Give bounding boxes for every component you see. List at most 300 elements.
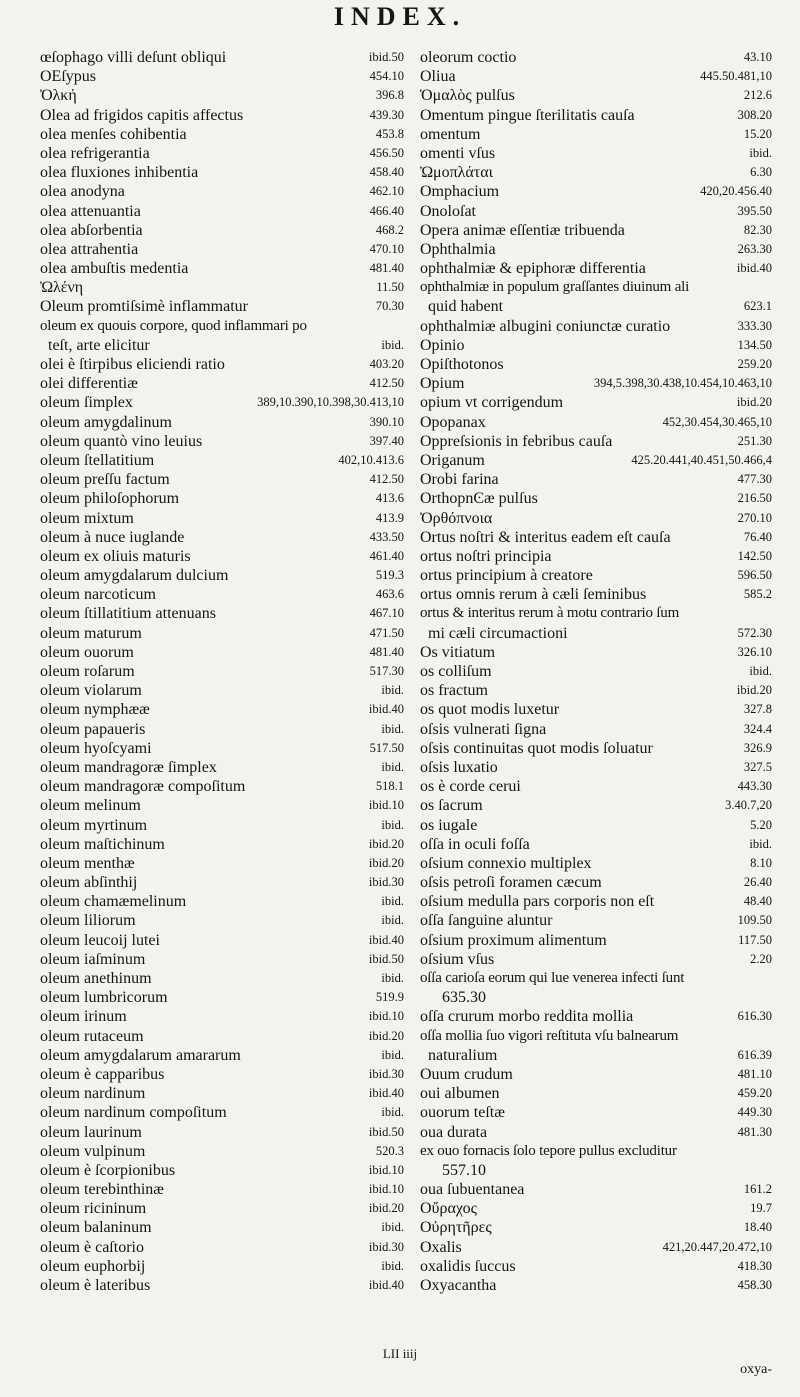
index-entry: [420, 413, 772, 432]
entry-term: Οὔραχος: [420, 1200, 477, 1218]
entry-pages: ibid.40: [368, 1086, 404, 1101]
index-entry: [40, 739, 404, 758]
index-entry: [40, 643, 404, 662]
entry-term: oleum ex oliuis maturis: [40, 547, 191, 565]
entry-term: Omentum pingue ſterilitatis cauſa: [420, 106, 635, 124]
entry-term: os ſacrum: [420, 797, 483, 815]
index-entry: [40, 259, 404, 278]
index-entry: [420, 1123, 772, 1142]
entry-pages: 439.30: [369, 107, 404, 122]
entry-term: ouorum teſtæ: [420, 1104, 505, 1122]
entry-term: ortus omnis rerum à cæli ſeminibus: [420, 586, 647, 604]
entry-pages: 394,5.398,30.438,10.454,10.463,10: [593, 376, 772, 391]
index-entry: [420, 547, 772, 566]
entry-term: oleum leucoij lutei: [40, 931, 160, 949]
index-entry: [40, 393, 404, 412]
index-entry: [420, 739, 772, 758]
index-entry: [420, 1065, 772, 1084]
entry-pages: 259.20: [737, 357, 772, 371]
entry-term: olei è ſtirpibus eliciendi ratio: [40, 356, 225, 373]
index-entry: [40, 1007, 404, 1026]
entry-term: oleum amygdalarum amararum: [40, 1046, 241, 1064]
entry-term: oſſa in oculi foſſa: [420, 835, 530, 853]
entry-term: oleum mixtum: [40, 509, 134, 527]
entry-pages: 82.30: [743, 222, 772, 237]
entry-term: Ὁμαλὸς pulſus: [420, 87, 515, 105]
entry-pages: 452,30.454,30.465,10: [662, 414, 772, 429]
entry-term: oxalidis ſuccus: [420, 1257, 516, 1275]
entry-term: oleum laurinum: [40, 1123, 142, 1141]
entry-pages: 333.30: [737, 318, 772, 333]
entry-pages: 454.10: [369, 69, 404, 84]
index-entry: [40, 509, 404, 528]
entry-pages: ibid.20: [368, 836, 404, 851]
index-entry: [420, 1046, 772, 1065]
entry-term: ortus & interitus rerum à motu contrario ſum: [420, 605, 680, 622]
entry-term: Ouum crudum: [420, 1065, 513, 1083]
entry-term: os quot modis luxetur: [420, 701, 560, 719]
index-entry: [420, 681, 772, 700]
entry-pages: ibid.20: [736, 683, 772, 698]
entry-term: oleum abſinthij: [40, 874, 138, 892]
entry-term: oleum ouorum: [40, 643, 134, 661]
entry-term: naturalium: [428, 1046, 498, 1064]
index-entry: [420, 202, 772, 221]
entry-term: oleum nardinum compoſitum: [40, 1104, 227, 1122]
index-entry: [420, 221, 772, 240]
entry-term: oleum quantò vino leuius: [40, 432, 203, 450]
entry-pages: 263.30: [737, 241, 772, 256]
index-entry: [40, 432, 404, 451]
index-entry: [40, 240, 404, 259]
index-entry: [40, 624, 404, 643]
entry-term: oſſa crurum morbo reddita mollia: [420, 1008, 634, 1026]
entry-term: olea ambuſtis medentia: [40, 260, 189, 278]
index-entry: [420, 796, 772, 815]
entry-pages: ibid.10: [368, 1009, 404, 1024]
entry-term: oleum papaueris: [40, 720, 146, 738]
entry-term: Olea ad frigidos capitis affectus: [40, 106, 244, 124]
entry-pages: ibid.50: [368, 1124, 404, 1139]
entry-pages: 585.2: [743, 587, 772, 602]
entry-term: oleum à nuce iuglande: [40, 528, 185, 546]
entry-term: ophthalmiæ & epiphoræ differentia: [420, 260, 646, 278]
entry-pages: 420,20.456.40: [700, 184, 772, 199]
entry-term: oleum ſimplex: [40, 394, 133, 412]
index-entry: [420, 624, 772, 643]
entry-term: ophthalmiæ albugini coniunctæ curatio: [420, 317, 671, 335]
index-entry: [40, 931, 404, 950]
entry-pages: 466.40: [369, 203, 404, 218]
entry-pages: 481.40: [369, 261, 404, 276]
index-entry: [420, 182, 772, 201]
entry-term: oleum terebinthinæ: [40, 1181, 164, 1199]
entry-term: Ὀρθόπνοια: [420, 509, 493, 527]
entry-pages: ibid.: [381, 683, 404, 698]
entry-pages: 477.30: [737, 472, 772, 487]
entry-term: oleum vulpinum: [40, 1142, 146, 1160]
entry-pages: ibid.50: [368, 951, 404, 966]
index-entry: [420, 585, 772, 604]
index-entry: [40, 202, 404, 221]
entry-pages: 402,10.413.6: [338, 452, 404, 467]
index-entry: [40, 1199, 404, 1218]
index-entry: [420, 911, 772, 930]
entry-term: Oleum promtiſsimè inflammatur: [40, 298, 248, 316]
entry-pages: 445.50.481,10: [700, 69, 772, 84]
index-entry: [420, 470, 772, 489]
entry-term: oleum hyoſcyami: [40, 739, 152, 757]
entry-pages: 459.20: [737, 1086, 772, 1101]
entry-term: Ὠλένη: [40, 279, 84, 297]
index-entry: [40, 67, 404, 86]
entry-term: ortus principium à creatore: [420, 567, 593, 585]
entry-term: oleum mandragoræ ſimplex: [40, 758, 217, 776]
entry-pages: 397.40: [369, 433, 404, 448]
entry-pages: ibid.20: [368, 855, 404, 870]
entry-pages: 413.9: [375, 510, 404, 525]
page-title: INDEX.: [333, 2, 467, 31]
entry-term: oleum liliorum: [40, 912, 136, 930]
entry-term: Ophthalmia: [420, 240, 496, 258]
entry-term: Opinio: [420, 336, 465, 354]
entry-term: Os vitiatum: [420, 643, 496, 661]
entry-term: oleum ſtellatitium: [40, 451, 155, 469]
index-entry: [420, 1276, 772, 1295]
entry-term: Oppreſsionis in febribus cauſa: [420, 432, 613, 450]
entry-term: oleum melinum: [40, 797, 141, 815]
entry-pages: 308.20: [737, 107, 772, 122]
index-entry: [420, 931, 772, 950]
entry-pages: 519.9: [375, 990, 404, 1005]
entry-term: oleum rutaceum: [40, 1027, 144, 1045]
entry-pages: ibid.: [381, 1047, 404, 1062]
entry-term: Omphacium: [420, 183, 500, 201]
index-entry: [40, 1065, 404, 1084]
entry-pages: 5.20: [750, 817, 772, 832]
entry-term: oleum euphorbij: [40, 1257, 146, 1275]
entry-term: os è corde cerui: [420, 778, 521, 796]
entry-term: olea abſorbentia: [40, 221, 143, 239]
entry-pages: 421,20.447,20.472,10: [662, 1239, 772, 1254]
entry-pages: 8.10: [750, 855, 772, 870]
entry-term: os fractum: [420, 682, 488, 700]
index-entry: [40, 1180, 404, 1199]
entry-pages: 15.20: [743, 126, 772, 141]
entry-pages: 251.30: [737, 433, 772, 448]
index-entry: [420, 1180, 772, 1199]
entry-term: Opiſthotonos: [420, 356, 504, 373]
entry-pages: 462.10: [369, 184, 404, 199]
entry-term: Orobi farina: [420, 471, 499, 489]
entry-term: oſsis vulnerati ſigna: [420, 720, 547, 738]
entry-term: oleorum coctio: [420, 49, 517, 66]
entry-term: os colliſum: [420, 663, 492, 680]
entry-pages: ibid.: [381, 913, 404, 928]
index-entry: [420, 854, 772, 873]
entry-pages: ibid.40: [736, 261, 772, 276]
index-entry: [420, 720, 772, 739]
index-entry: [420, 662, 772, 681]
entry-pages: 216.50: [737, 491, 772, 506]
entry-term: oleum menthæ: [40, 854, 135, 872]
entry-pages: 327.8: [743, 702, 772, 717]
entry-pages: 395.50: [737, 203, 772, 218]
index-entry: [420, 816, 772, 835]
index-entry: [420, 1007, 772, 1026]
entry-pages: 425.20.441,40.451,50.466,4: [631, 452, 772, 467]
entry-pages: 463.6: [375, 587, 404, 602]
entry-pages: 596.50: [737, 568, 772, 583]
entry-term: olea fluxiones inhibentia: [40, 164, 199, 182]
index-entry: [40, 278, 404, 297]
index-entry: [420, 700, 772, 719]
entry-term: oſſa ſanguine aluntur: [420, 912, 553, 930]
index-entry: [40, 547, 404, 566]
entry-pages: 26.40: [743, 875, 772, 890]
entry-pages: ibid.40: [368, 1278, 404, 1292]
index-entry: [40, 950, 404, 969]
entry-term: OEſypus: [40, 68, 96, 86]
entry-pages: 389,10.390,10.398,30.413,10: [257, 395, 404, 410]
index-entry: [420, 988, 772, 1007]
index-entry: [420, 1084, 772, 1103]
index-entry: [420, 432, 772, 451]
index-entry: [420, 1161, 772, 1180]
entry-pages: 458.30: [737, 1278, 772, 1292]
entry-pages: ibid.: [749, 664, 772, 678]
index-entry: [420, 950, 772, 969]
entry-pages: ibid.: [381, 894, 404, 909]
index-entry: [420, 297, 772, 316]
index-entry: [420, 48, 772, 67]
entry-term: oſsis continuitas quot modis ſoluatur: [420, 739, 653, 757]
entry-term: oleum ſtillatitium attenuans: [40, 605, 216, 623]
entry-term: Oliua: [420, 68, 456, 86]
catchword: oxya-: [740, 1362, 772, 1377]
entry-pages: 270.10: [737, 510, 772, 525]
entry-pages: ibid.: [749, 145, 772, 160]
entry-pages: 327.5: [743, 759, 772, 774]
entry-term: olea menſes cohibentia: [40, 125, 187, 143]
entry-pages: ibid.10: [368, 1182, 404, 1197]
index-entry: [40, 528, 404, 547]
entry-pages: 412.50: [369, 376, 404, 391]
entry-pages: 623.1: [743, 299, 772, 314]
entry-pages: 142.50: [737, 548, 772, 563]
index-entry: [40, 470, 404, 489]
entry-term: 635.30: [442, 989, 486, 1007]
entry-term: oſſa carioſa eorum qui lue venerea infecti ſunt: [420, 970, 685, 986]
index-entry: [420, 509, 772, 528]
index-entry: [420, 1142, 772, 1161]
entry-term: oſsium proximum alimentum: [420, 931, 607, 949]
entry-term: quid habent: [428, 298, 504, 316]
index-entry: [40, 585, 404, 604]
index-entry: [40, 297, 404, 316]
index-entry: [420, 969, 772, 988]
entry-pages: 11.50: [376, 280, 404, 295]
entry-term: olea refrigerantia: [40, 144, 150, 162]
index-entry: [40, 892, 404, 911]
entry-pages: 449.30: [737, 1105, 772, 1120]
index-entry: [40, 336, 404, 355]
entry-pages: 76.40: [743, 529, 772, 544]
index-entry: [420, 1199, 772, 1218]
entry-pages: 109.50: [737, 913, 772, 928]
index-entry: [420, 489, 772, 508]
index-entry: [40, 182, 404, 201]
entry-pages: 517.50: [369, 740, 404, 755]
entry-term: olea attrahentia: [40, 240, 139, 258]
entry-pages: ibid.30: [368, 875, 404, 890]
entry-term: oleum maſtichinum: [40, 835, 165, 853]
entry-term: oſsis luxatio: [420, 758, 498, 776]
entry-pages: 161.2: [743, 1182, 772, 1197]
entry-pages: 324.4: [743, 721, 772, 736]
entry-term: Ὀλκή: [40, 87, 77, 105]
entry-pages: 518.1: [375, 779, 404, 794]
index-entry: [40, 413, 404, 432]
entry-term: OrthopnϾæ pulſus: [420, 490, 538, 508]
index-entry: [40, 835, 404, 854]
index-entry: [420, 163, 772, 182]
entry-pages: 403.20: [369, 357, 404, 371]
entry-pages: 519.3: [375, 568, 404, 583]
index-entry: [40, 163, 404, 182]
right-column: [420, 48, 772, 1295]
entry-pages: 412.50: [369, 472, 404, 487]
entry-pages: 396.8: [375, 88, 404, 103]
entry-pages: ibid.20: [368, 1028, 404, 1043]
entry-pages: 43.10: [743, 50, 772, 64]
index-entry: [40, 1123, 404, 1142]
entry-term: oleum narcoticum: [40, 586, 156, 604]
entry-pages: ibid.50: [368, 50, 404, 64]
entry-term: oſsis petroſi foramen cæcum: [420, 874, 602, 892]
entry-term: oua ſubuentanea: [420, 1181, 525, 1199]
index-entry: [420, 528, 772, 547]
entry-term: oleum maturum: [40, 624, 142, 642]
entry-term: oleum philoſophorum: [40, 490, 180, 508]
entry-term: oleum lumbricorum: [40, 989, 168, 1007]
entry-term: oleum è capparibus: [40, 1065, 165, 1083]
index-entry: [40, 1046, 404, 1065]
index-entry: [40, 86, 404, 105]
index-entry: [40, 1218, 404, 1237]
entry-term: oleum myrtinum: [40, 816, 148, 834]
entry-pages: ibid.: [381, 1258, 404, 1273]
entry-term: mi cæli circumactioni: [428, 624, 568, 642]
entry-pages: 481.40: [369, 644, 404, 659]
entry-pages: 70.30: [375, 299, 404, 314]
entry-term: oleum ricininum: [40, 1200, 147, 1218]
index-entry: [420, 892, 772, 911]
entry-pages: ibid.40: [368, 932, 404, 947]
entry-pages: ibid.: [381, 721, 404, 736]
index-entry: [40, 777, 404, 796]
index-entry: [40, 48, 404, 67]
index-entry: [40, 681, 404, 700]
entry-term: Origanum: [420, 451, 485, 469]
index-entry: [40, 1257, 404, 1276]
entry-pages: ibid.30: [368, 1066, 404, 1081]
entry-pages: 517.30: [369, 664, 404, 678]
entry-term: oſsium vſus: [420, 950, 495, 968]
entry-pages: 458.40: [369, 165, 404, 180]
index-entry: [420, 1218, 772, 1237]
index-entry: [40, 489, 404, 508]
index-entry: [420, 355, 772, 374]
entry-term: oleum chamæmelinum: [40, 893, 187, 911]
entry-pages: 481.10: [737, 1066, 772, 1081]
entry-pages: ibid.30: [368, 1239, 404, 1254]
entry-pages: 456.50: [369, 145, 404, 160]
entry-pages: 468.2: [375, 222, 404, 237]
entry-term: olei differentiæ: [40, 375, 138, 393]
entry-term: oleum è caſtorio: [40, 1238, 144, 1256]
entry-pages: ibid.: [381, 817, 404, 832]
entry-term: oleum violarum: [40, 682, 142, 700]
entry-term: oleum anethinum: [40, 970, 152, 987]
entry-term: oleum è lateribus: [40, 1277, 151, 1294]
index-entry: [420, 125, 772, 144]
entry-term: omenti vſus: [420, 144, 496, 162]
entry-term: olea anodyna: [40, 183, 125, 201]
entry-pages: 616.30: [737, 1009, 772, 1024]
index-entry: [40, 355, 404, 374]
index-entry: [40, 221, 404, 240]
entry-term: Opera animæ eſſentiæ tribuenda: [420, 221, 625, 239]
entry-pages: 433.50: [369, 529, 404, 544]
index-entry: [420, 67, 772, 86]
entry-term: Onoloſat: [420, 202, 476, 220]
index-entry: [420, 643, 772, 662]
entry-pages: ibid.: [381, 1105, 404, 1120]
entry-pages: ibid.: [381, 1220, 404, 1235]
entry-term: oleum nymphææ: [40, 701, 150, 719]
entry-term: oleum preſſu factum: [40, 471, 170, 489]
entry-term: oſsium connexio multiplex: [420, 854, 592, 872]
index-entry: [420, 777, 772, 796]
entry-pages: 326.9: [743, 740, 772, 755]
entry-pages: 443.30: [737, 779, 772, 794]
index-entry: [40, 911, 404, 930]
entry-term: os iugale: [420, 816, 478, 834]
index-entry: [40, 796, 404, 815]
entry-pages: 117.50: [738, 932, 772, 947]
entry-pages: ibid.: [381, 337, 404, 352]
left-column: [40, 48, 404, 1295]
index-entry: [420, 566, 772, 585]
entry-pages: 6.30: [750, 165, 772, 180]
entry-term: oui albumen: [420, 1085, 500, 1103]
entry-pages: 3.40.7,20: [725, 798, 772, 813]
index-entry: [40, 1276, 404, 1295]
entry-term: ex ouo fornacis ſolo tepore pullus excluditur: [420, 1142, 677, 1159]
index-entry: [40, 1084, 404, 1103]
entry-pages: ibid.20: [736, 395, 772, 410]
index-entry: [420, 336, 772, 355]
entry-term: oleum ex quouis corpore, quod inflammari po: [40, 317, 307, 334]
index-entry: [420, 144, 772, 163]
entry-pages: 481.30: [737, 1124, 772, 1139]
entry-term: oſsium medulla pars corporis non eſt: [420, 893, 655, 911]
entry-term: oleum è ſcorpionibus: [40, 1161, 176, 1179]
index-entry: [420, 604, 772, 623]
index-entry: [420, 451, 772, 470]
entry-pages: 461.40: [369, 548, 404, 563]
